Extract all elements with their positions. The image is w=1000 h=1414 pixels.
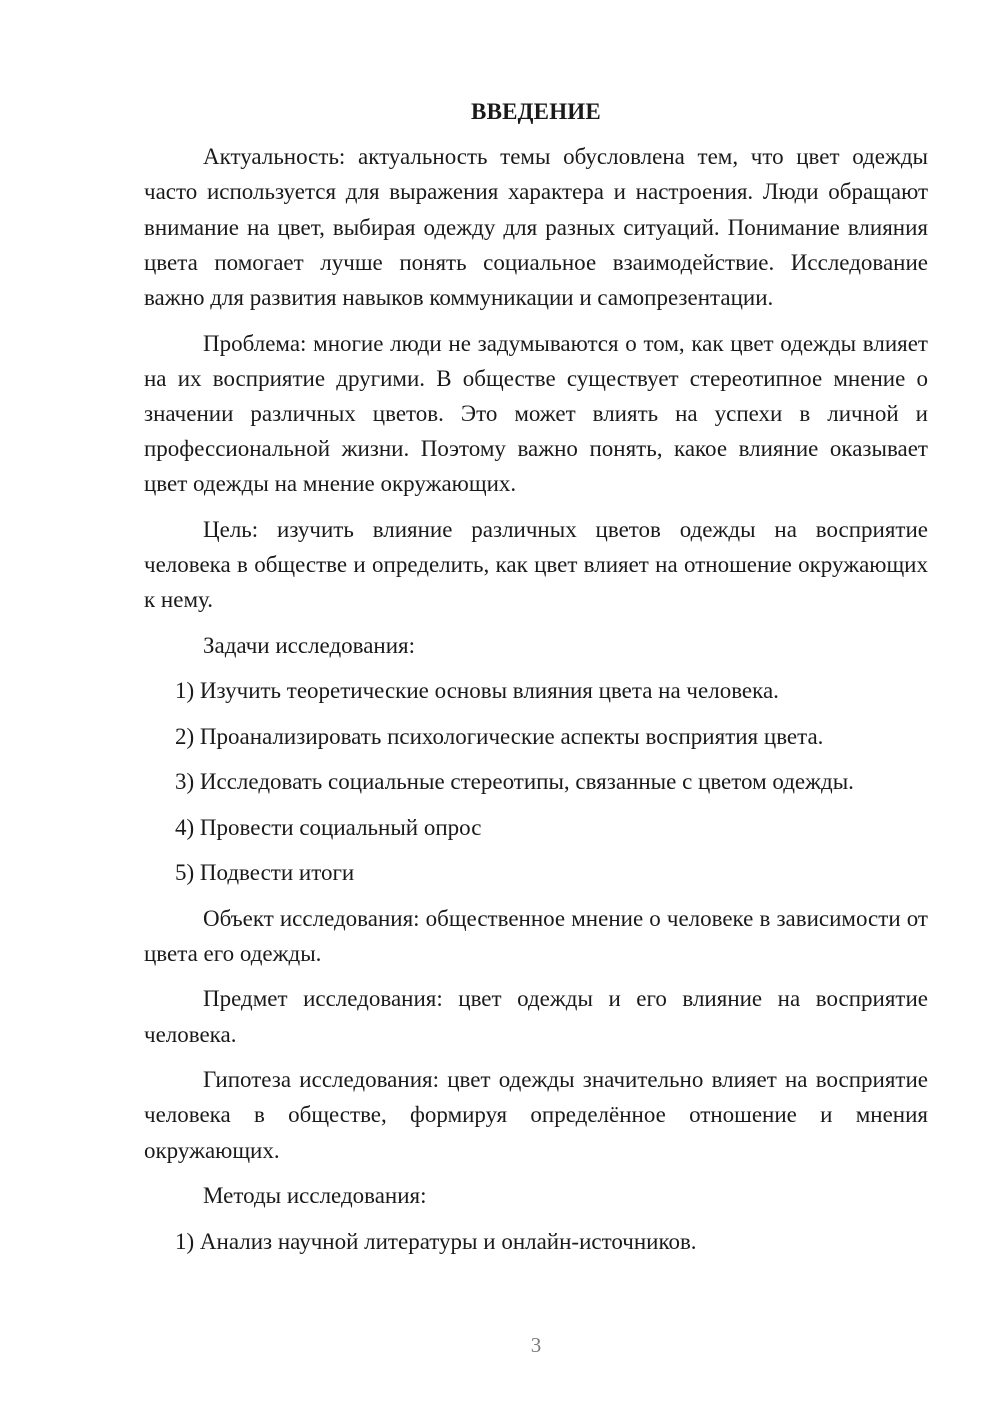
paragraph-object: Объект исследования: общественное мнение о человеке в зависимости от цвета его одежды. bbox=[144, 905, 928, 966]
paragraph-subject: Предмет исследования: цвет одежды и его влияние на восприятие человека. bbox=[144, 986, 928, 1047]
tasks-list bbox=[144, 673, 928, 890]
paragraph-hypothesis: Гипотеза исследования: цвет одежды значительно влияет на восприятие человека в обществе, формируя определённое отношение и мнения окружающих. bbox=[144, 1067, 928, 1163]
methods-heading: Методы исследования: bbox=[203, 1183, 427, 1209]
list-item: 3) Исследовать социальные стереотипы, связанные с цветом одежды. bbox=[175, 769, 854, 795]
section-title: ВВЕДЕНИЕ bbox=[471, 99, 601, 124]
paragraph-relevance: Актуальность: актуальность темы обусловлена тем, что цвет одежды часто используется для выражения характера и настроения. Люди обращают внимание на цвет, выбирая одежду для разных ситуаций. Понимание влияния цвета помогает лучше понять социальное взаимодействие. Исследование важно для развития навыков коммуникации и самопрезентации. bbox=[144, 144, 928, 311]
tasks-heading: Задачи исследования: bbox=[203, 632, 416, 658]
methods-list bbox=[144, 1224, 928, 1259]
list-item: 1) Изучить теоретические основы влияния цвета на человека. bbox=[175, 678, 779, 704]
paragraph-problem: Проблема: многие люди не задумываются о том, как цвет одежды влияет на их восприятие другими. В обществе существует стереотипное мнение о значении различных цветов. Это может влиять на успехи в личной и профессиональной жизни. Поэтому важно понять, какое влияние оказывает цвет одежды на мнение окружающих. bbox=[144, 330, 928, 497]
list-item: 1) Анализ научной литературы и онлайн-источников. bbox=[175, 1228, 697, 1254]
page-content bbox=[144, 94, 928, 1269]
paragraph-goal: Цель: изучить влияние различных цветов одежды на восприятие человека в обществе и определить, как цвет влияет на отношение окружающих к нему. bbox=[144, 516, 928, 613]
list-item: 4) Провести социальный опрос bbox=[175, 814, 482, 840]
page-number: 3 bbox=[530, 1333, 542, 1357]
list-item: 2) Проанализировать психологические аспекты восприятия цвета. bbox=[175, 723, 824, 749]
list-item: 5) Подвести итоги bbox=[175, 860, 355, 886]
